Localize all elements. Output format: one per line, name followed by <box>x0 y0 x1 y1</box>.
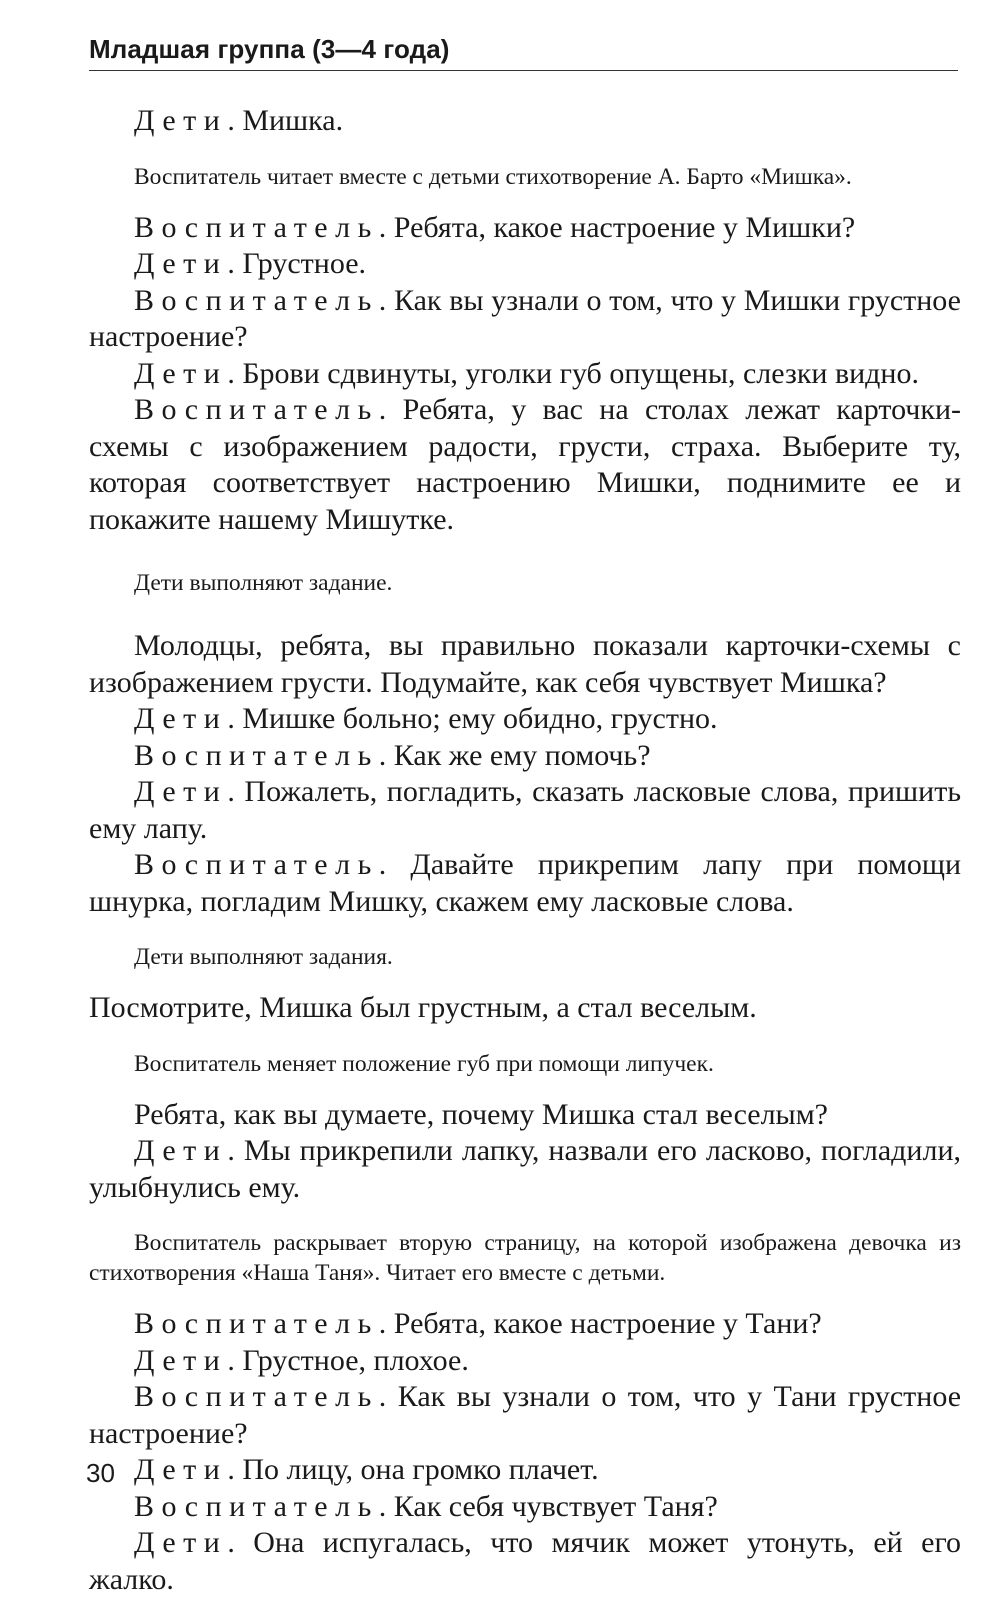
dialogue-line: Дети. Мишке больно; ему обидно, грустно. <box>134 702 718 735</box>
speaker-name: Воспитатель <box>134 210 379 244</box>
line-text: Как себя чувствует Таня? <box>393 1489 718 1523</box>
stage-direction: Воспитатель меняет положение губ при помощи липучек. <box>134 1050 714 1077</box>
dialogue-line: Дети. Она испугалась, что мячик может утонуть, ей его жалко. <box>89 1526 962 1596</box>
dialogue-line: Воспитатель. Ребята, какое настроение у Мишки? <box>134 210 856 244</box>
speaker-name: Дети <box>134 1343 228 1377</box>
stage-direction: Воспитатель раскрывает вторую страницу, на которой изображена девочка из стихотворения «Наша Таня». Читает его вместе с детьми. <box>89 1230 961 1286</box>
dialogue-line: Дети. Грустное, плохое. <box>134 1343 469 1377</box>
speaker-name: Дети <box>134 702 228 735</box>
dialogue-line: Дети. Пожалеть, погладить, сказать ласковые слова, пришить ему лапу. <box>89 775 962 845</box>
stage-direction: Дети выполняют задание. <box>134 570 393 596</box>
speaker-name: Дети <box>134 1134 228 1167</box>
dialogue-line: Воспитатель. Как себя чувствует Таня? <box>134 1489 718 1523</box>
stage-direction: Дети выполняют задания. <box>134 944 393 970</box>
speaker-name: Воспитатель <box>134 393 379 426</box>
speaker-name: Дети <box>134 1526 228 1559</box>
speaker-name: Дети <box>134 104 228 137</box>
line-text: Ребята, какое настроение у Тани? <box>393 1307 822 1340</box>
line-text: По лицу, она громко плачет. <box>242 1453 599 1486</box>
narration-line: Ребята, как вы думаете, почему Мишка стал веселым? <box>134 1097 828 1131</box>
line-text: Как вы узнали о том, что у Тани грустное настроение? <box>89 1380 962 1450</box>
line-text: Давайте прикрепим лапу при помощи шнурка, погладим Мишку, скажем ему ласковые слова. <box>89 848 961 918</box>
line-text: Ребята, какое настроение у Мишки? <box>393 210 856 244</box>
dialogue-line: Дети. Мы прикрепили лапку, назвали его ласково, погладили, улыбнулись ему. <box>89 1134 962 1204</box>
speaker-name: Дети <box>134 356 228 390</box>
speaker-name: Дети <box>134 775 228 808</box>
line-text: Мишке больно; ему обидно, грустно. <box>242 702 718 735</box>
dialogue-line: Воспитатель. Как вы узнали о том, что у Мишки грустное настроение? <box>89 283 961 353</box>
page-body <box>89 103 961 1598</box>
speaker-name: Дети <box>134 247 228 280</box>
line-text: Она испугалась, что мячик может утонуть, ей его жалко. <box>89 1526 962 1596</box>
speaker-name: Воспитатель <box>134 1489 379 1523</box>
line-text: Брови сдвинуты, уголки губ опущены, слезки видно. <box>242 356 919 390</box>
dialogue-line: Воспитатель. Как же ему помочь? <box>134 738 651 772</box>
line-text: Ребята, у вас на столах лежат карточки-схемы с изображением радости, грусти, страха. Выберите ту, которая соответствует настроению Мишки, поднимите ее и покажите нашему Мишутке. <box>89 393 961 536</box>
speaker-name: Воспитатель <box>134 1307 379 1340</box>
dialogue-line: Дети. Грустное. <box>134 247 367 280</box>
header-rule <box>89 70 958 71</box>
narration-line: Молодцы, ребята, вы правильно показали карточки-схемы с изображением грусти. Подумайте, как себя чувствует Мишка? <box>89 629 961 699</box>
line-text: Грустное, плохое. <box>242 1343 469 1377</box>
dialogue-line: Воспитатель. Ребята, какое настроение у Тани? <box>134 1307 822 1340</box>
speaker-name: Воспитатель <box>134 283 379 317</box>
running-header: Младшая группа (3—4 года) <box>89 34 450 64</box>
dialogue-line: Дети. По лицу, она громко плачет. <box>134 1453 599 1486</box>
dialogue-line: Воспитатель. Ребята, у вас на столах лежат карточки-схемы с изображением радости, грусти, страха. Выберите ту, которая соответствует настроению Мишки, поднимите ее и покажите нашему Мишутке. <box>89 393 961 536</box>
line-text: Мы прикрепили лапку, назвали его ласково, погладили, улыбнулись ему. <box>89 1134 962 1204</box>
stage-direction: Воспитатель читает вместе с детьми стихотворение А. Барто «Мишка». <box>134 163 852 190</box>
line-text: Как же ему помочь? <box>393 738 651 772</box>
dialogue-line: Воспитатель. Давайте прикрепим лапу при помощи шнурка, погладим Мишку, скажем ему ласковые слова. <box>89 848 961 918</box>
line-text: Как вы узнали о том, что у Мишки грустное настроение? <box>89 283 961 353</box>
line-text: Мишка. <box>242 104 344 137</box>
dialogue-line: Дети. Брови сдвинуты, уголки губ опущены, слезки видно. <box>134 356 919 390</box>
speaker-name: Дети <box>134 1453 228 1486</box>
line-text: Грустное. <box>242 247 367 280</box>
dialogue-line: Дети. Мишка. <box>134 104 344 137</box>
narration-line: Посмотрите, Мишка был грустным, а стал веселым. <box>89 991 757 1024</box>
speaker-name: Воспитатель <box>134 1380 379 1413</box>
page-number: 30 <box>86 1458 115 1488</box>
line-text: Пожалеть, погладить, сказать ласковые слова, пришить ему лапу. <box>89 775 962 845</box>
speaker-name: Воспитатель <box>134 848 379 881</box>
speaker-name: Воспитатель <box>134 738 379 772</box>
dialogue-line: Воспитатель. Как вы узнали о том, что у Тани грустное настроение? <box>89 1380 962 1450</box>
